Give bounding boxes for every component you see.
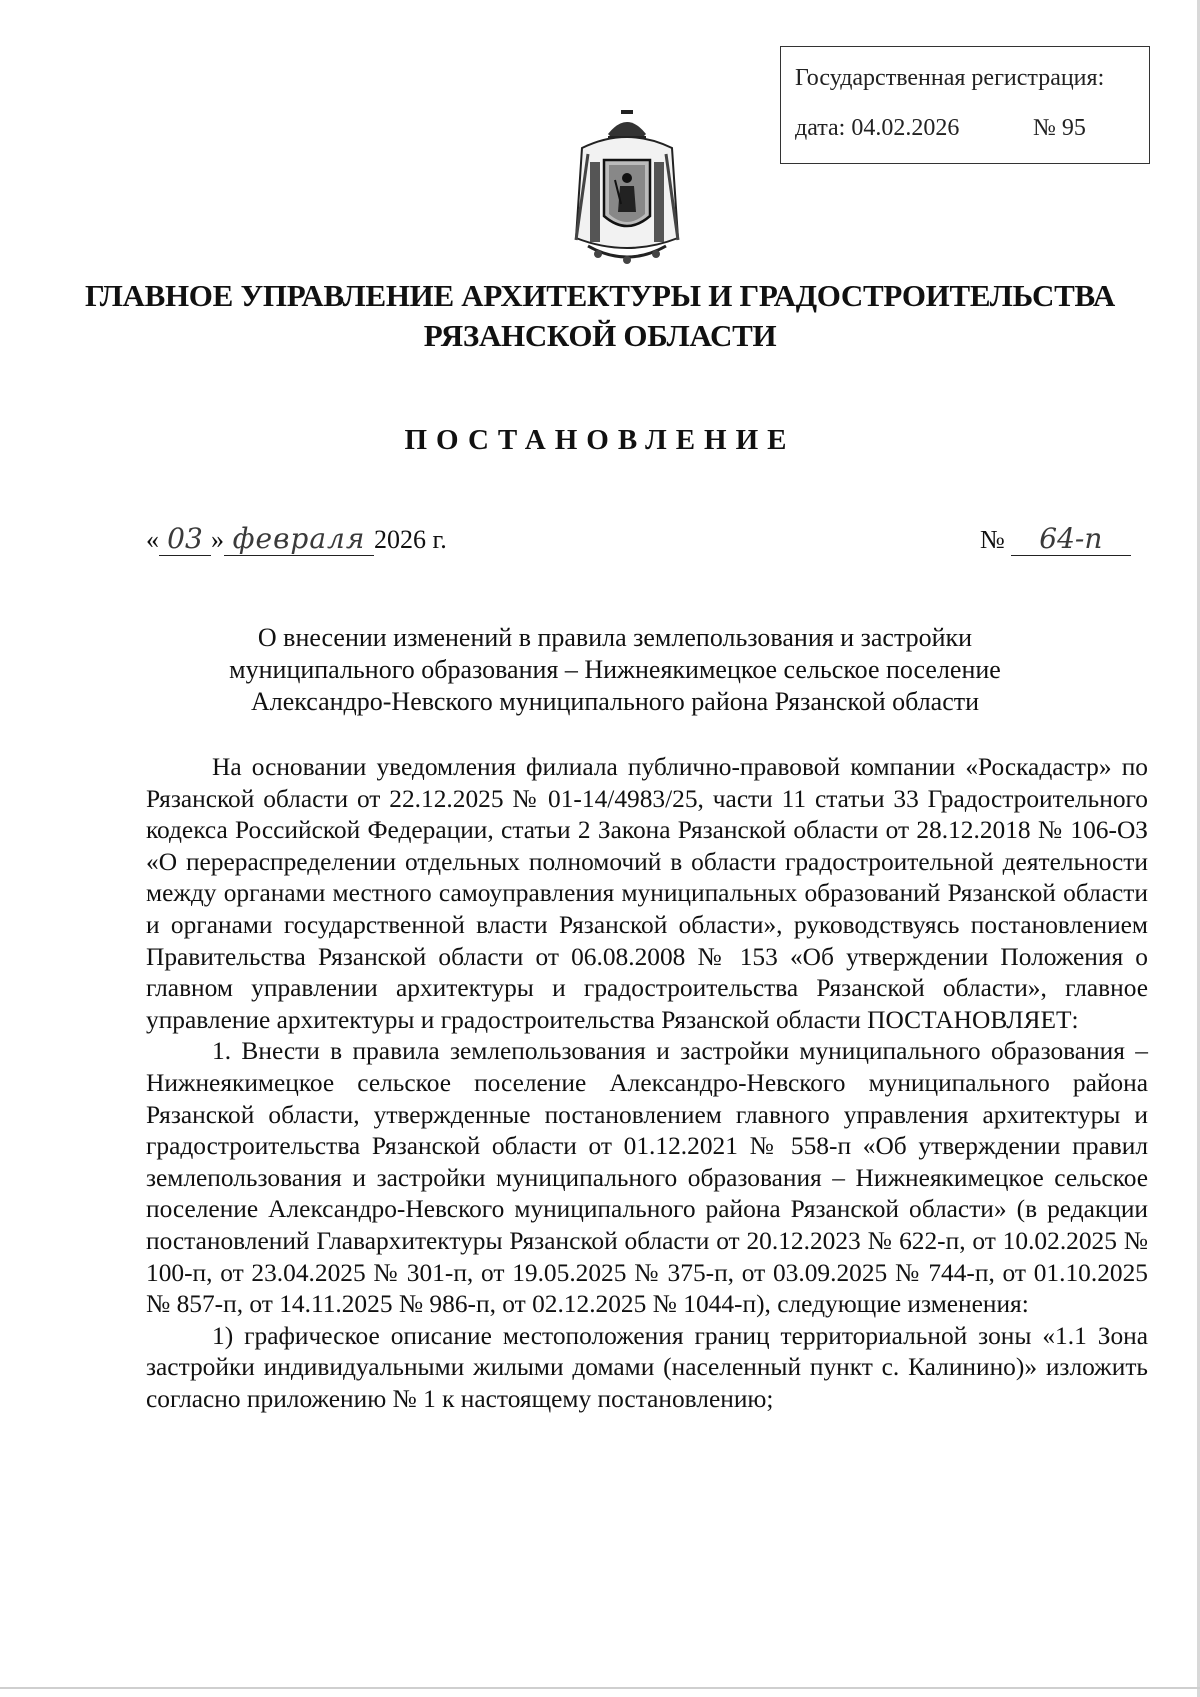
organization-title-line2: РЯЗАНСКОЙ ОБЛАСТИ	[423, 318, 777, 353]
document-kind: ПОСТАНОВЛЕНИЕ	[404, 424, 796, 456]
subject-line3: Александро-Невского муниципального района Рязанской области	[250, 687, 980, 716]
organization-title-line1: ГЛАВНОЕ УПРАВЛЕНИЕ АРХИТЕКТУРЫ И ГРАДОСТРОИТЕЛЬСТВА	[84, 278, 1115, 313]
registration-number: № 95	[1033, 115, 1086, 141]
document-body	[146, 752, 1148, 1415]
registration-title: Государственная регистрация:	[795, 65, 1105, 91]
preamble-paragraph: На основании уведомления филиала публично-правовой компании «Роскадастр» по Рязанской области от 22.12.2025 № 01-14/4983/25, части 11 статьи 33 Градостроительного кодекса Российской Федерации, статьи 2 Закона Рязанской области от 28.12.2018 № 106-ОЗ «О перераспределении отдельных полномочий в области градостроительной деятельности между органами местного самоуправления муниципальных образований Рязанской области и органами государственной власти Рязанской области», руководствуясь постановлением Правительства Рязанской области от 06.08.2008 № 153 «Об утверждении Положения о главном управлении архитектуры и градостроительства Рязанской области», главное управление архитектуры и градостроительства Рязанской области ПОСТАНОВЛЯЕТ:	[146, 753, 1148, 1034]
registration-date: дата: 04.02.2026	[795, 115, 960, 141]
subitem-1-paragraph: 1) графическое описание местоположения границ территориальной зоны «1.1 Зона застройки индивидуальными жилыми домами (населенный пункт с. Калинино)» изложить согласно приложению № 1 к настоящему постановлению;	[146, 1321, 1148, 1413]
handwritten-number: 64-п	[1011, 522, 1131, 556]
document-date	[146, 522, 447, 556]
open-quote: «	[146, 525, 159, 554]
subject-line2: муниципального образования – Нижнеякимецкое сельское поселение	[229, 655, 1001, 684]
document-number	[980, 522, 1131, 556]
item-1-paragraph: 1. Внести в правила землепользования и застройки муниципального образования – Нижнеякимецкое сельское поселение Александро-Невского муниципального района Рязанской области, утвержденные постановлением главного управления архитектуры и градостроительства Рязанской области от 01.12.2021 № 558-п «Об утверждении правил землепользования и застройки муниципального образования – Нижнеякимецкое сельское поселение Александро-Невского муниципального района Рязанской области» (в редакции постановлений Главархитектуры Рязанской области от 20.12.2023 № 622-п, от 10.02.2025 № 100-п, от 23.04.2025 № 301-п, от 19.05.2025 № 375-п, от 03.09.2025 № 744-п, от 01.10.2025 № 857-п, от 14.11.2025 № 986-п, от 02.12.2025 № 1044-п), следующие изменения:	[146, 1037, 1148, 1319]
scan-edge-bottom	[0, 1687, 1200, 1689]
handwritten-day: 03	[159, 522, 211, 556]
coat-of-arms-icon	[568, 108, 686, 266]
document-subject	[150, 622, 1080, 718]
registration-stamp	[780, 46, 1150, 164]
document-year: 2026 г.	[374, 525, 447, 554]
organization-title	[0, 276, 1200, 356]
subject-line1: О внесении изменений в правила землепользования и застройки	[257, 623, 973, 652]
close-quote: »	[211, 525, 224, 554]
number-prefix: №	[980, 525, 1005, 554]
handwritten-month: февраля	[224, 522, 374, 556]
